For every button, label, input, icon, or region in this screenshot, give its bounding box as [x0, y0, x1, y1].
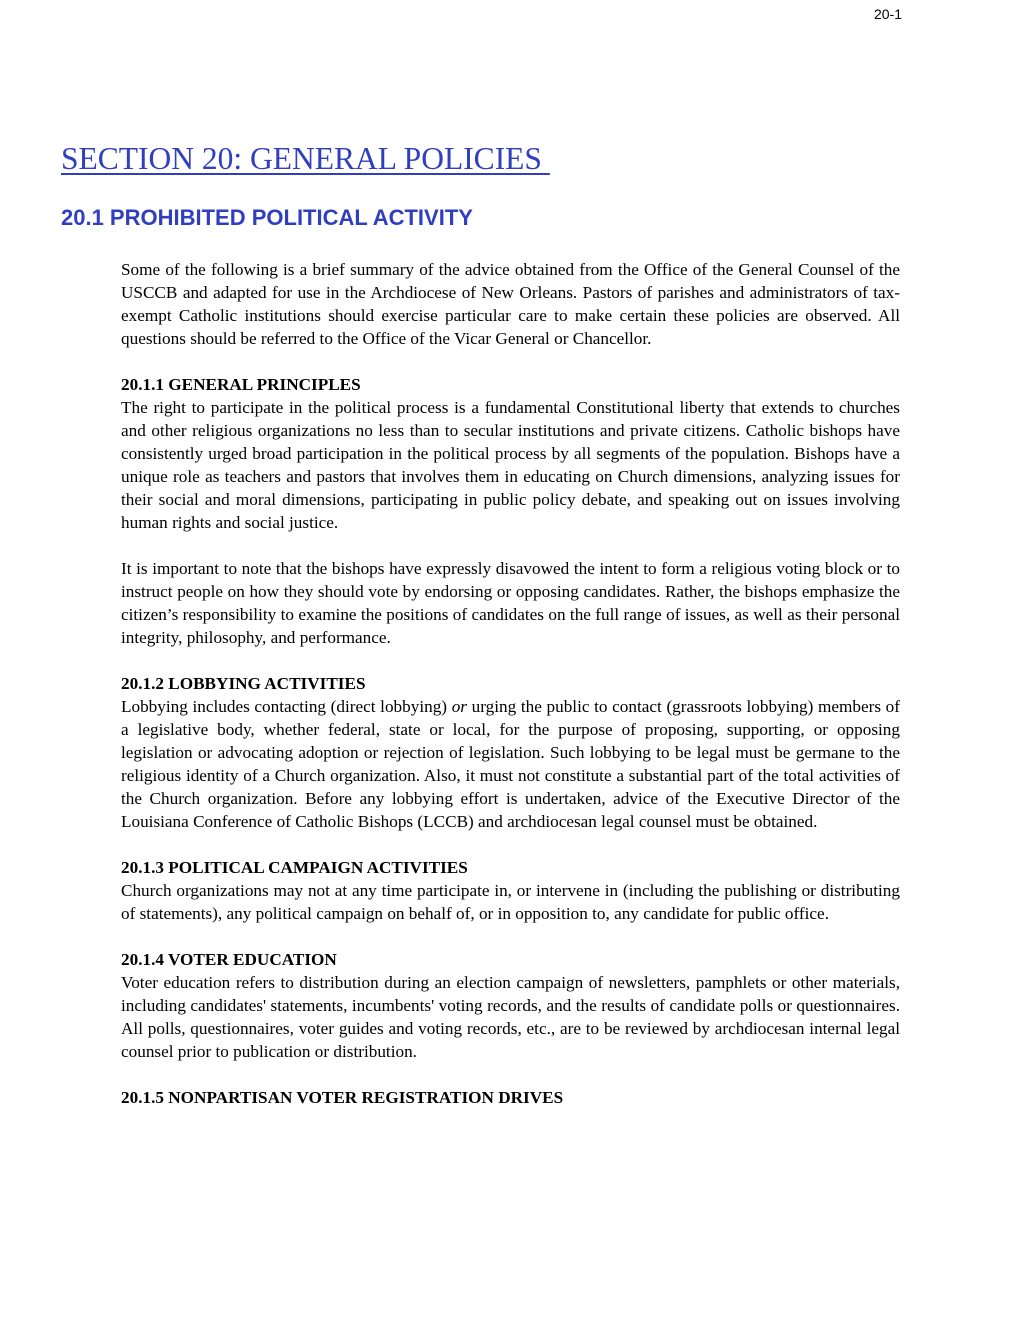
- lobbying-paragraph: [121, 695, 900, 833]
- lobbying-emphasis: or: [451, 697, 467, 716]
- voter-registration-heading: 20.1.5 NONPARTISAN VOTER REGISTRATION DRIVES: [121, 1088, 564, 1107]
- intro-paragraph: Some of the following is a brief summary of the advice obtained from the Office of the General Counsel of the USCCB and adapted for use in the Archdiocese of New Orleans. Pastors of parishes and administrators of tax-exempt Catholic institutions should exercise particular care to make certain these policies are observed. All questions should be referred to the Office of the Vicar General or Chancellor.: [121, 260, 900, 348]
- subsection-title: 20.1 PROHIBITED POLITICAL ACTIVITY: [61, 205, 473, 230]
- general-principles-paragraph-1: The right to participate in the political process is a fundamental Constitutional liberty that extends to churches and other religious organizations no less than to secular institutions and private citizens. Catholic bishops have consistently urged broad participation in the political process by all segments of the population. Bishops have a unique role as teachers and pastors that involves them in educating on Church dimensions, analyzing issues for their social and moral dimensions, participating in public policy debate, and speaking out on issues involving human rights and social justice.: [121, 398, 900, 532]
- section-title: SECTION 20: GENERAL POLICIES: [61, 141, 550, 176]
- voter-education-heading: 20.1.4 VOTER EDUCATION: [121, 950, 337, 969]
- document-body: [121, 258, 900, 1109]
- lobbying-text-start: Lobbying includes contacting (direct lobbying): [121, 697, 452, 716]
- campaign-activities-paragraph: Church organizations may not at any time participate in, or intervene in (including the publishing or distributing of statements), any political campaign on behalf of, or in opposition to, any candidate for public office.: [121, 881, 900, 923]
- lobbying-heading: 20.1.2 LOBBYING ACTIVITIES: [121, 674, 366, 693]
- general-principles-paragraph-2: It is important to note that the bishops have expressly disavowed the intent to form a religious voting block or to instruct people on how they should vote by endorsing or opposing candidates. Rather, the bishops emphasize the citizen’s responsibility to examine the positions of candidates on the full range of issues, as well as their personal integrity, philosophy, and performance.: [121, 559, 900, 647]
- voter-education-paragraph: Voter education refers to distribution during an election campaign of newsletters, pamphlets or other materials, including candidates' statements, incumbents' voting records, and the results of candidate polls or questionnaires. All polls, questionnaires, voter guides and voting records, etc., are to be reviewed by archdiocesan internal legal counsel prior to publication or distribution.: [121, 973, 900, 1061]
- lobbying-text-end: urging the public to contact (grassroots lobbying) members of a legislative body, whether federal, state or local, for the purpose of proposing, supporting, or opposing legislation or advocating adoption or rejection of legislation. Such lobbying to be legal must be germane to the religious identity of a Church organization. Also, it must not constitute a substantial part of the total activities of the Church organization. Before any lobbying effort is undertaken, advice of the Executive Director of the Louisiana Conference of Catholic Bishops (LCCB) and archdiocesan legal counsel must be obtained.: [121, 697, 901, 831]
- campaign-activities-heading: 20.1.3 POLITICAL CAMPAIGN ACTIVITIES: [121, 858, 468, 877]
- general-principles-heading: 20.1.1 GENERAL PRINCIPLES: [121, 375, 361, 394]
- page-number: 20-1: [873, 6, 902, 22]
